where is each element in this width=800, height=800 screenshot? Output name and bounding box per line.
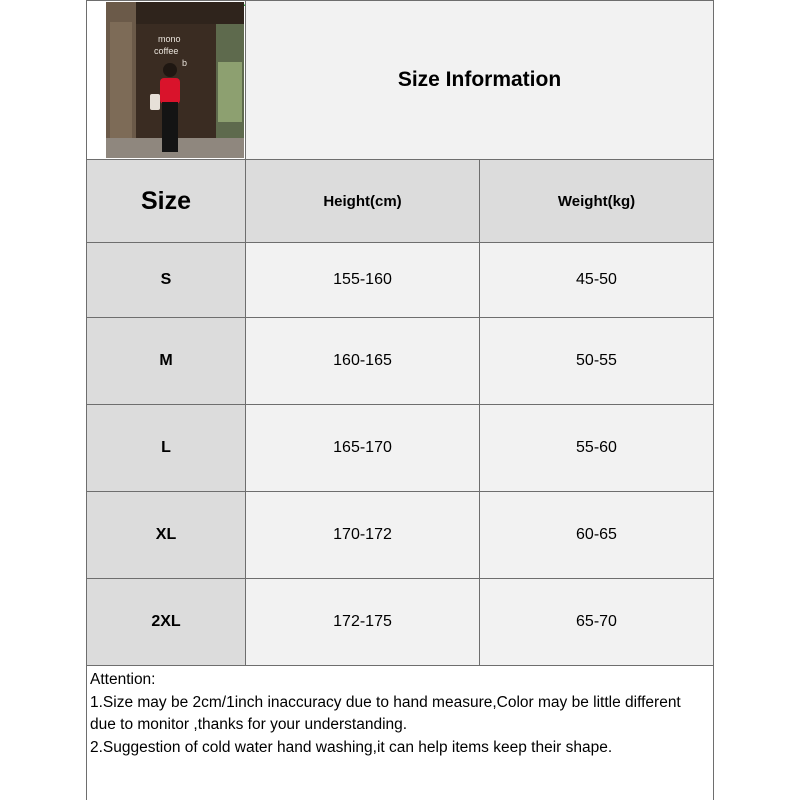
attention-notes (86, 665, 714, 800)
height-value: 170-172 (245, 491, 480, 579)
size-label: S (86, 242, 246, 318)
storefront-illustration (106, 2, 244, 158)
sign-text-2: coffee (154, 46, 179, 56)
height-value: 165-170 (245, 404, 480, 492)
weight-value: 45-50 (479, 242, 714, 318)
notes-heading: Attention: (90, 671, 156, 688)
size-label: 2XL (86, 578, 246, 666)
size-label: L (86, 404, 246, 492)
size-label: M (86, 317, 246, 405)
sign-text-3: b (182, 58, 188, 68)
sign-text-1: mono (158, 34, 181, 44)
weight-value: 60-65 (479, 491, 714, 579)
header-weight: Weight(kg) (479, 159, 714, 243)
height-value: 160-165 (245, 317, 480, 405)
header-size: Size (86, 159, 246, 243)
height-value: 172-175 (245, 578, 480, 666)
page-title: Size Information (245, 0, 714, 160)
height-value: 155-160 (245, 242, 480, 318)
notes-line-2: 2.Suggestion of cold water hand washing,it can help items keep their shape. (90, 738, 613, 756)
weight-value: 55-60 (479, 404, 714, 492)
header-height: Height(cm) (245, 159, 480, 243)
product-photo (106, 2, 244, 158)
notes-line-1: 1.Size may be 2cm/1inch inaccuracy due to hand measure,Color may be little different due to monitor ,thanks for your understanding. (90, 693, 681, 733)
weight-value: 50-55 (479, 317, 714, 405)
size-label: XL (86, 491, 246, 579)
weight-value: 65-70 (479, 578, 714, 666)
